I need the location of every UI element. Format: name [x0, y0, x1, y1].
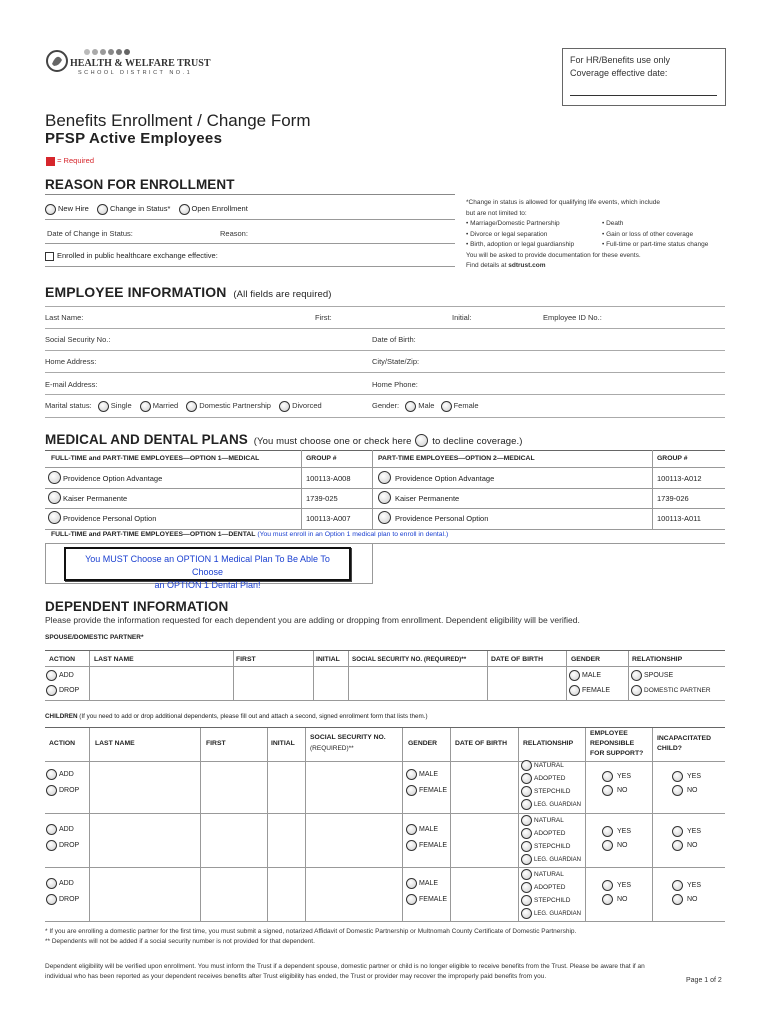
ch-col-inc-1: INCAPACITATED: [657, 735, 711, 742]
divider: [45, 450, 725, 451]
ch-drop-label: DROP: [59, 842, 80, 850]
ch-inc-yes-radio[interactable]: [672, 880, 683, 891]
ch-inc-no-radio[interactable]: [672, 894, 683, 905]
coverage-date-field[interactable]: [570, 95, 717, 96]
sp-add-label: ADD: [59, 672, 74, 680]
gender-row: [372, 401, 479, 412]
logo-dots: [84, 48, 130, 57]
plan1-name: Kaiser Permanente: [63, 494, 128, 503]
note-line: Find details at: [466, 262, 509, 269]
dob-label: Date of Birth:: [372, 335, 416, 344]
ch-female: [406, 785, 447, 796]
ch-col-first: FIRST: [206, 740, 226, 747]
ch-inc-yes: [672, 826, 701, 837]
employee-heading-text: EMPLOYEE INFORMATION: [45, 284, 227, 300]
ch-stepchild: [521, 895, 570, 906]
ch-leg-label: LEG. GUARDIAN: [534, 857, 582, 864]
ch-leg-radio[interactable]: [521, 854, 532, 865]
ch-emp-yes: [602, 826, 631, 837]
single-label: Single: [110, 401, 132, 411]
sp-col-dob: DATE OF BIRTH: [491, 656, 543, 663]
ch-natural: [521, 869, 564, 880]
divider: [313, 651, 314, 701]
hr-box-line1: For HR/Benefits use only: [570, 55, 671, 65]
male-label: Male: [418, 401, 435, 411]
divider: [45, 508, 725, 509]
required-swatch: [46, 157, 55, 166]
note-bullet: • Divorce or legal separation: [466, 230, 548, 238]
married-label: Married: [152, 401, 179, 411]
ch-col-ssn-2: (REQUIRED)**: [310, 745, 354, 752]
plan2-group: 1739-026: [657, 494, 689, 503]
ch-stepchild: [521, 841, 570, 852]
sp-col-last: LAST NAME: [94, 656, 134, 663]
ch-col-dob: DATE OF BIRTH: [455, 740, 507, 747]
change-status-label: Change in Status*: [109, 204, 171, 214]
divider: [45, 194, 455, 195]
decline-coverage-radio[interactable]: [415, 434, 428, 447]
divider: [45, 350, 725, 351]
note-line: but are not limited to:: [466, 209, 527, 217]
ssn-label: Social Security No.:: [45, 335, 111, 344]
ch-inc-no: [672, 840, 698, 851]
ch-male-label: MALE: [419, 826, 439, 834]
col-group2: GROUP #: [657, 455, 688, 462]
sp-dp-label: DOMESTIC PARTNER: [644, 687, 711, 695]
divider: [45, 219, 455, 220]
ch-female-radio[interactable]: [406, 785, 417, 796]
ch-inc-yes-radio[interactable]: [672, 771, 683, 782]
divider: [45, 488, 725, 489]
hr-box: [562, 48, 726, 106]
ch-adopted: [521, 773, 565, 784]
dental-note: (You must enroll in an Option 1 medical plan to enroll in dental.): [257, 531, 449, 538]
ch-emp-no-label: NO: [617, 842, 628, 850]
ch-emp-yes-radio[interactable]: [602, 880, 613, 891]
divider: [45, 467, 725, 468]
plan1-radio[interactable]: [48, 491, 61, 504]
ch-inc-no-label: NO: [687, 842, 698, 850]
marital-row: [45, 401, 322, 412]
footnote-2: ** Dependents will not be added if a social security number is not provided for that dependent.: [45, 938, 315, 945]
ch-emp-no-radio[interactable]: [602, 894, 613, 905]
domestic-radio[interactable]: [186, 401, 197, 412]
ch-natural-radio[interactable]: [521, 869, 532, 880]
ch-inc-no-label: NO: [687, 896, 698, 904]
ch-inc-yes-label: YES: [687, 828, 702, 836]
sp-drop-label: DROP: [59, 687, 80, 695]
logo-icon: [46, 48, 68, 74]
reason-label: Reason:: [220, 229, 248, 238]
note-bullet: • Marriage/Domestic Partnership: [466, 220, 560, 227]
col-option1-medical: FULL-TIME and PART-TIME EMPLOYEES—OPTION 1—MEDICAL: [51, 455, 260, 462]
ch-natural-label: NATURAL: [534, 817, 564, 825]
ch-drop: [46, 785, 79, 796]
sp-female-radio[interactable]: [569, 685, 580, 696]
divider: [372, 543, 373, 583]
ch-natural: [521, 815, 564, 826]
eligibility-line1: Dependent eligibility will be verified upon enrollment. You must inform the Trust if a dependent spouse, domestic partner or child is no longer eligible to receive benefits from the Trust. Please be aware that if an: [45, 963, 645, 970]
exchange-row: [45, 251, 218, 261]
ch-stepchild-label: STEPCHILD: [534, 788, 571, 796]
dental-warning-line2: an OPTION 1 Dental Plan!: [154, 580, 261, 590]
plan2-name: Kaiser Permanente: [395, 494, 460, 503]
medical-heading-sub-b: to decline coverage.): [432, 436, 523, 447]
divider: [45, 543, 46, 583]
ch-add-label: ADD: [59, 826, 74, 834]
ch-adopted-label: ADOPTED: [534, 830, 566, 838]
ch-add-label: ADD: [59, 880, 74, 888]
divorced-label: Divorced: [292, 401, 322, 411]
ch-inc-yes-label: YES: [687, 773, 702, 781]
ch-female-radio[interactable]: [406, 894, 417, 905]
ch-adopted-radio[interactable]: [521, 828, 532, 839]
children-label: CHILDREN: [45, 713, 78, 720]
divider: [566, 651, 567, 701]
home-phone-label: Home Phone:: [372, 380, 418, 389]
note-bullet: • Birth, adoption or legal guardianship: [466, 241, 575, 248]
sp-female-label: FEMALE: [582, 687, 611, 695]
new-hire-radio[interactable]: [45, 204, 56, 215]
ch-adopted: [521, 828, 565, 839]
sp-dp: [631, 685, 711, 696]
ch-col-emp-3: FOR SUPPORT?: [590, 750, 644, 757]
ch-emp-no: [602, 785, 628, 796]
divider: [45, 529, 725, 530]
dental-warning-box: [64, 547, 351, 590]
ch-leg: [521, 908, 581, 919]
divider: [89, 651, 90, 701]
ch-drop: [46, 840, 79, 851]
plan2-group: 100113-A012: [657, 474, 702, 483]
divider: [45, 921, 725, 922]
ch-male-radio[interactable]: [406, 878, 417, 889]
plan1-name: Providence Option Advantage: [63, 474, 163, 483]
ch-col-initial: INITIAL: [271, 740, 295, 747]
sp-col-action: ACTION: [49, 656, 76, 663]
spouse-table: [45, 650, 725, 700]
note-bullet: • Gain or loss of other coverage: [602, 230, 694, 238]
ch-emp-yes-radio[interactable]: [602, 771, 613, 782]
ch-emp-yes-label: YES: [617, 828, 632, 836]
children-note: (If you need to add or drop additional dependents, please fill out and attach a second, signed enrollment form that lists them.): [79, 713, 428, 720]
sp-spouse-label: SPOUSE: [644, 672, 674, 680]
ch-col-action: ACTION: [49, 740, 76, 747]
ch-adopted: [521, 882, 565, 893]
employee-heading-sub: (All fields are required): [233, 289, 332, 300]
divider: [45, 417, 725, 418]
medical-row-2: [45, 510, 725, 529]
ch-male: [406, 769, 438, 780]
ch-leg-radio[interactable]: [521, 908, 532, 919]
ch-stepchild-label: STEPCHILD: [534, 843, 571, 851]
ch-drop-radio[interactable]: [46, 894, 57, 905]
plan2-name: Providence Option Advantage: [395, 474, 495, 483]
female-radio[interactable]: [441, 401, 452, 412]
ch-inc-no-label: NO: [687, 787, 698, 795]
ch-leg-radio[interactable]: [521, 799, 532, 810]
ch-stepchild-radio[interactable]: [521, 841, 532, 852]
footnotes: [45, 927, 735, 947]
married-radio[interactable]: [140, 401, 151, 412]
sp-spouse: [631, 670, 673, 681]
dental-warning-line1: You MUST Choose an OPTION 1 Medical Plan To Be Able To Choose: [85, 554, 330, 577]
ch-female: [406, 840, 447, 851]
ch-col-gender: GENDER: [408, 740, 438, 747]
ch-add: [46, 769, 74, 780]
divider: [45, 372, 725, 373]
divider: [45, 666, 725, 667]
child-row: [45, 868, 725, 921]
sp-drop-radio[interactable]: [46, 685, 57, 696]
ch-inc-no: [672, 785, 698, 796]
ch-adopted-label: ADOPTED: [534, 775, 566, 783]
medical-heading: [45, 432, 523, 447]
dental-heading: [51, 531, 448, 538]
child-row: [45, 761, 725, 813]
divider: [45, 394, 725, 395]
note-bullet: • Full-time or part-time status change: [602, 241, 709, 248]
ch-col-emp-1: EMPLOYEE: [590, 730, 628, 737]
divider: [45, 306, 725, 307]
divider: [45, 266, 455, 267]
ch-male-label: MALE: [419, 771, 439, 779]
form-title: Benefits Enrollment / Change Form: [45, 111, 311, 130]
ch-stepchild-radio[interactable]: [521, 786, 532, 797]
ch-female-label: FEMALE: [419, 842, 448, 850]
ch-male: [406, 878, 438, 889]
medical-heading-sub-a: (You must choose one or check here: [253, 436, 412, 447]
plan2-group: 100113-A011: [657, 514, 701, 523]
sp-dp-radio[interactable]: [631, 685, 642, 696]
divider: [348, 651, 349, 701]
eligibility-line2: individual who has been reported as your dependent receives benefits after Trust eligibility has ended, the Trust or provider may recover the improperly paid benefits from you.: [45, 973, 547, 980]
divider: [45, 543, 725, 544]
plan1-group: 100113-A007: [306, 514, 351, 523]
employee-heading: [45, 284, 332, 300]
ch-stepchild: [521, 786, 570, 797]
city-label: City/State/Zip:: [372, 357, 420, 366]
dependent-heading: DEPENDENT INFORMATION: [45, 599, 229, 614]
ch-adopted-label: ADOPTED: [534, 884, 566, 892]
sp-col-ssn: SOCIAL SECURITY NO. (REQUIRED)**: [352, 656, 467, 663]
ch-emp-no-label: NO: [617, 787, 628, 795]
ch-adopted-radio[interactable]: [521, 882, 532, 893]
ch-stepchild-label: STEPCHILD: [534, 897, 571, 905]
reason-heading: REASON FOR ENROLLMENT: [45, 177, 235, 192]
ch-inc-yes-label: YES: [687, 882, 702, 890]
required-key: [46, 156, 94, 166]
ch-leg: [521, 799, 581, 810]
required-label: = Required: [57, 156, 94, 165]
ch-stepchild-radio[interactable]: [521, 895, 532, 906]
sp-col-rel: RELATIONSHIP: [632, 656, 683, 663]
sp-male-label: MALE: [582, 672, 602, 680]
single-radio[interactable]: [98, 401, 109, 412]
ch-col-ssn-1: SOCIAL SECURITY NO.: [310, 734, 386, 741]
ch-add-radio[interactable]: [46, 824, 57, 835]
male-radio[interactable]: [405, 401, 416, 412]
plan2-radio[interactable]: [378, 471, 391, 484]
form-subtitle: PFSP Active Employees: [45, 130, 223, 147]
sp-col-gender: GENDER: [571, 656, 601, 663]
divider: [45, 243, 455, 244]
female-label: Female: [453, 401, 479, 411]
plan1-group: 100113-A008: [306, 474, 351, 483]
sp-col-first: FIRST: [236, 656, 256, 663]
ch-leg-label: LEG. GUARDIAN: [534, 802, 582, 809]
plan1-group: 1739-025: [306, 494, 338, 503]
dependent-intro: Please provide the information requested for each dependent you are adding or dropping from enrollment. Dependent eligibility will be verified.: [45, 615, 580, 625]
col-option2-medical: PART-TIME EMPLOYEES—OPTION 2—MEDICAL: [378, 455, 535, 462]
dental-heading-text: FULL-TIME and PART-TIME EMPLOYEES—OPTION 1—DENTAL: [51, 531, 256, 538]
exchange-checkbox[interactable]: [45, 252, 54, 261]
ch-emp-yes: [602, 771, 631, 782]
children-table: [45, 727, 725, 921]
ch-emp-yes: [602, 880, 631, 891]
ch-emp-no-radio[interactable]: [602, 840, 613, 851]
ch-inc-yes-radio[interactable]: [672, 826, 683, 837]
ch-emp-yes-label: YES: [617, 773, 632, 781]
ch-drop-radio[interactable]: [46, 785, 57, 796]
ch-drop-label: DROP: [59, 787, 80, 795]
ch-leg: [521, 854, 581, 865]
ch-adopted-radio[interactable]: [521, 773, 532, 784]
ch-natural-label: NATURAL: [534, 762, 564, 770]
divider: [45, 700, 725, 701]
sp-col-initial: INITIAL: [316, 656, 340, 663]
logo-line2: SCHOOL DISTRICT NO.1: [78, 70, 193, 76]
ch-inc-yes: [672, 771, 701, 782]
ch-col-last: LAST NAME: [95, 740, 135, 747]
ch-add-radio[interactable]: [46, 769, 57, 780]
plan1-radio[interactable]: [48, 511, 61, 524]
sp-male-radio[interactable]: [569, 670, 580, 681]
ch-inc-no-radio[interactable]: [672, 785, 683, 796]
medical-heading-text: MEDICAL AND DENTAL PLANS: [45, 432, 248, 447]
status-note: [466, 198, 728, 272]
ch-leg-label: LEG. GUARDIAN: [534, 911, 582, 918]
ch-female: [406, 894, 447, 905]
plan1-name: Providence Personal Option: [63, 514, 157, 523]
footnote-1: * If you are enrolling a domestic partner for the first time, you must submit a signed, notarized Affidavit of Domestic Partnership or Multnomah County Certificate of Domestic Partnership.: [45, 928, 577, 935]
note-bullet: • Death: [602, 220, 624, 227]
ch-female-radio[interactable]: [406, 840, 417, 851]
ch-emp-no-radio[interactable]: [602, 785, 613, 796]
plan2-radio[interactable]: [378, 491, 391, 504]
open-enrollment-label: Open Enrollment: [191, 204, 248, 214]
ch-drop-label: DROP: [59, 896, 80, 904]
logo-line1: HEALTH & WELFARE TRUST: [70, 58, 211, 69]
ch-emp-no-label: NO: [617, 896, 628, 904]
date-change-label: Date of Change in Status:: [47, 229, 133, 238]
col-group1: GROUP #: [306, 455, 337, 462]
children-label-row: [45, 713, 428, 720]
ch-drop-radio[interactable]: [46, 840, 57, 851]
child-row: [45, 814, 725, 867]
eligibility-note: [45, 962, 735, 982]
ch-add: [46, 824, 74, 835]
ch-female-label: FEMALE: [419, 896, 448, 904]
logo: [44, 46, 224, 78]
first-label: First:: [315, 313, 332, 322]
sp-add: [46, 670, 74, 681]
medical-row-0: [45, 470, 725, 489]
ch-natural: [521, 760, 564, 771]
ch-natural-radio[interactable]: [521, 760, 532, 771]
ch-inc-no: [672, 894, 698, 905]
sp-male: [569, 670, 601, 681]
ch-female-label: FEMALE: [419, 787, 448, 795]
ch-drop: [46, 894, 79, 905]
divider: [233, 651, 234, 701]
employee-id-label: Employee ID No.:: [543, 313, 602, 322]
spouse-label: SPOUSE/DOMESTIC PARTNER*: [45, 634, 144, 641]
ch-add: [46, 878, 74, 889]
plan1-radio[interactable]: [48, 471, 61, 484]
ch-col-rel: RELATIONSHIP: [523, 740, 574, 747]
note-line: You will be asked to provide documentation for these events.: [466, 251, 641, 259]
ch-add-label: ADD: [59, 771, 74, 779]
exchange-label: Enrolled in public healthcare exchange effective:: [57, 251, 218, 260]
divider: [628, 651, 629, 701]
ch-natural-label: NATURAL: [534, 871, 564, 879]
sdtrust-link[interactable]: sdtrust.com: [508, 262, 546, 269]
ch-male-label: MALE: [419, 880, 439, 888]
hr-box-line2: Coverage effective date:: [570, 68, 668, 78]
medical-row-1: [45, 490, 725, 509]
page-number: Page 1 of 2: [686, 977, 722, 984]
sp-add-radio[interactable]: [46, 670, 57, 681]
plan2-radio[interactable]: [378, 511, 391, 524]
home-address-label: Home Address:: [45, 357, 97, 366]
domestic-label: Domestic Partnership: [199, 401, 271, 411]
divider: [487, 651, 488, 701]
sp-female: [569, 685, 610, 696]
sp-spouse-radio[interactable]: [631, 670, 642, 681]
reason-options: [45, 204, 248, 215]
sp-drop: [46, 685, 79, 696]
ch-col-inc-2: CHILD?: [657, 745, 682, 752]
last-name-label: Last Name:: [45, 313, 84, 322]
ch-emp-yes-label: YES: [617, 882, 632, 890]
ch-inc-yes: [672, 880, 701, 891]
divorced-radio[interactable]: [279, 401, 290, 412]
ch-add-radio[interactable]: [46, 878, 57, 889]
initial-label: Initial:: [452, 313, 472, 322]
plan2-name: Providence Personal Option: [395, 514, 489, 523]
divider: [45, 328, 725, 329]
email-label: E-mail Address:: [45, 380, 98, 389]
change-status-radio[interactable]: [97, 204, 108, 215]
ch-inc-no-radio[interactable]: [672, 840, 683, 851]
ch-col-emp-2: REPONSIBLE: [590, 740, 635, 747]
ch-emp-yes-radio[interactable]: [602, 826, 613, 837]
marital-label: Marital status:: [45, 401, 92, 411]
ch-male-radio[interactable]: [406, 824, 417, 835]
ch-male: [406, 824, 438, 835]
open-enrollment-radio[interactable]: [179, 204, 190, 215]
ch-male-radio[interactable]: [406, 769, 417, 780]
ch-natural-radio[interactable]: [521, 815, 532, 826]
gender-label: Gender:: [372, 401, 400, 411]
new-hire-label: New Hire: [58, 204, 89, 214]
note-line: *Change in status is allowed for qualifying life events, which include: [466, 199, 661, 206]
ch-emp-no: [602, 840, 628, 851]
ch-emp-no: [602, 894, 628, 905]
